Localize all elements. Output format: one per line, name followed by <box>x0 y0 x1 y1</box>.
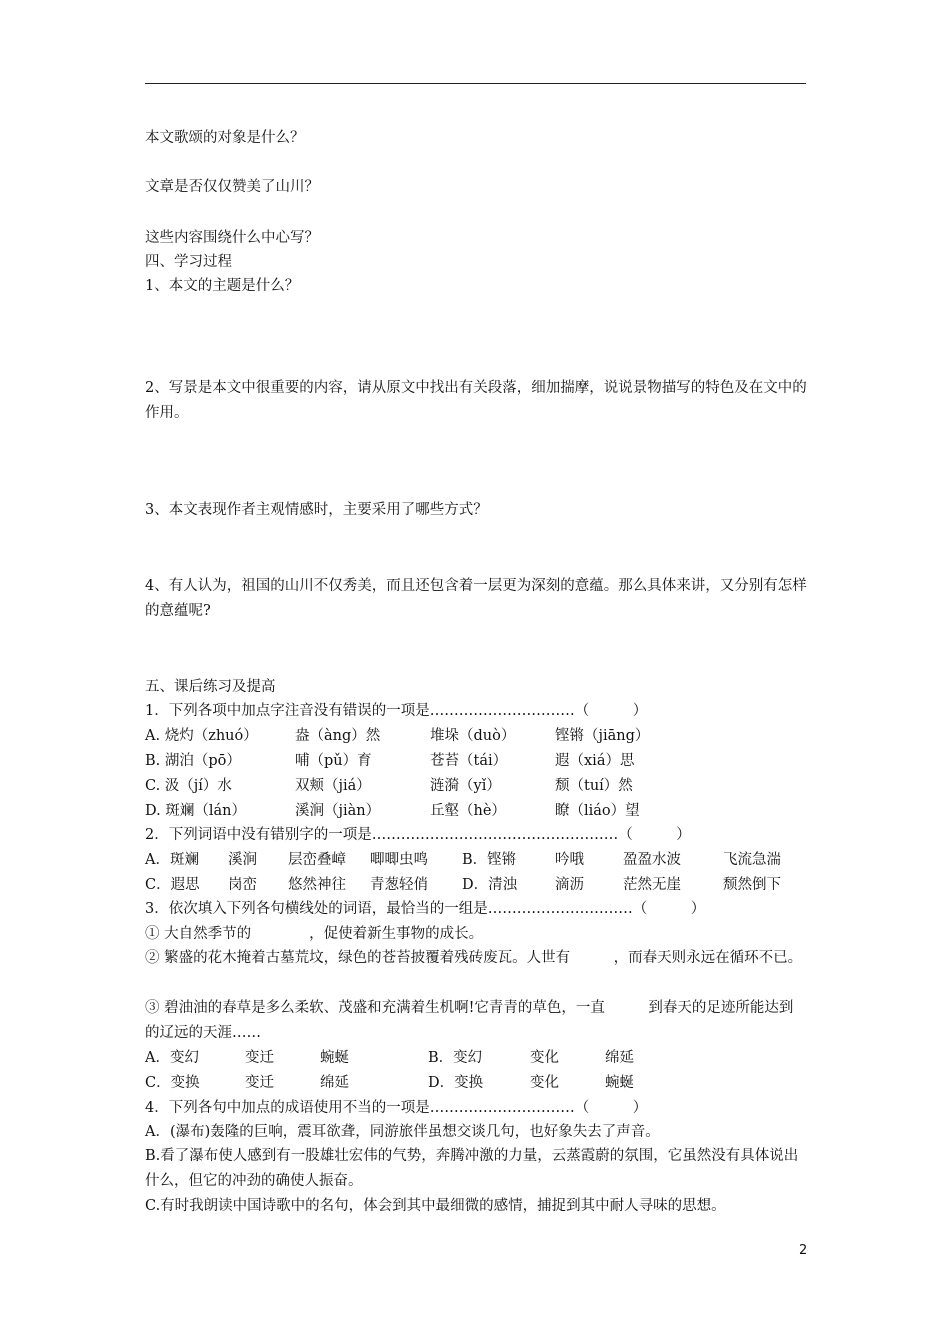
option-cell: 双颊（jiá） <box>295 778 371 794</box>
section4-title: 四、学习过程 <box>145 254 232 270</box>
option-cell: 变化 <box>530 1075 559 1091</box>
option-cell: 蜿蜒 <box>605 1075 634 1091</box>
option-cell: C. 汲（jí）水 <box>145 778 232 794</box>
section4-question-2: 2、写景是本文中很重要的内容，请从原文中找出有关段落，细加揣摩，说说景物描写的特色及在文中的作用。 <box>145 380 807 421</box>
option-cell: 青葱轻俏 <box>370 877 428 893</box>
exercise4-option-c: C.有时我朗读中国诗歌中的名句，体会到其中最细微的感情，捕捉到其中耐人寻味的思想。 <box>145 1198 726 1214</box>
exercise3-sentence-1: ① 大自然季节的 ，促使着新生事物的成长。 <box>145 926 484 942</box>
option-cell: B. 湖泊（pō） <box>145 753 241 769</box>
option-cell: 变迁 <box>245 1075 274 1091</box>
option-cell: D．清浊 <box>462 877 518 893</box>
option-cell: 哺（pǔ）育 <box>295 753 372 769</box>
option-cell: 颓（tuí）然 <box>555 778 633 794</box>
option-cell: 溪涧 <box>228 852 257 868</box>
section4-question-3: 3、本文表现作者主观情感时，主要采用了哪些方式？ <box>145 502 488 518</box>
option-cell: D. 斑斓（lán） <box>145 803 246 819</box>
exercise3-stem: 3．依次填入下列各句横线处的词语，最恰当的一组是…………………………（ ） <box>145 901 706 917</box>
option-cell: B．变幻 <box>428 1050 483 1066</box>
option-cell: B．铿锵 <box>462 852 517 868</box>
option-cell: 岗峦 <box>228 877 257 893</box>
exercise1-stem: 1．下列各项中加点字注音没有错误的一项是…………………………（ ） <box>145 703 648 719</box>
option-cell: 瞭（liáo）望 <box>555 803 640 819</box>
intro-question-1: 本文歌颂的对象是什么？ <box>145 130 305 146</box>
option-cell: C．遐思 <box>145 877 200 893</box>
option-cell: 滴沥 <box>555 877 584 893</box>
option-cell: 悠然神往 <box>288 877 346 893</box>
option-cell: 层峦叠嶂 <box>288 852 346 868</box>
option-cell: D．变换 <box>428 1075 484 1091</box>
option-cell: 铿锵（jiāng） <box>555 728 650 744</box>
option-cell: 丘壑（hè） <box>430 803 506 819</box>
exercise3-sentence-3: ③ 碧油油的春草是多么柔软、茂盛和充满着生机啊!它青青的草色，一直 到春天的足迹所能达到的辽远的天涯…… <box>145 1000 794 1041</box>
exercise4-stem: 4．下列各句中加点的成语使用不当的一项是…………………………（ ） <box>145 1100 648 1116</box>
exercise2-stem: 2．下列词语中没有错别字的一项是……………………………………………（ ） <box>145 827 691 843</box>
option-cell: A. 烧灼（zhuó） <box>145 728 258 744</box>
option-cell: 遐（xiá）思 <box>555 753 635 769</box>
option-cell: 变化 <box>530 1050 559 1066</box>
exercise4-option-b: B.看了瀑布使人感到有一股雄壮宏伟的气势，奔腾冲激的力量，云蒸霞蔚的氛围，它虽然没有具体说出什么，但它的冲劲的确使人振奋。 <box>145 1148 799 1189</box>
option-cell: 茫然无崖 <box>623 877 681 893</box>
option-cell: 涟漪（yǐ） <box>430 778 501 794</box>
option-cell: 绵延 <box>605 1050 634 1066</box>
section4-question-4: 4、有人认为，祖国的山川不仅秀美，而且还包含着一层更为深刻的意蕴。那么具体来讲，又分别有怎样的意蕴呢? <box>145 578 807 619</box>
option-cell: 唧唧虫鸣 <box>370 852 428 868</box>
option-cell: 变迁 <box>245 1050 274 1066</box>
option-cell: 苍苔（tái） <box>430 753 508 769</box>
exercise4-option-a: A．(瀑布)轰隆的巨响，震耳欲聋，同游旅伴虽想交谈几句，也好象失去了声音。 <box>145 1124 660 1140</box>
option-cell: C．变换 <box>145 1075 200 1091</box>
option-cell: A．斑斓 <box>145 852 199 868</box>
option-cell: A．变幻 <box>145 1050 199 1066</box>
intro-question-2: 文章是否仅仅赞美了山川？ <box>145 179 319 195</box>
option-cell: 盎（àng）然 <box>295 728 381 744</box>
exercise3-sentence-2: ② 繁盛的花木掩着古墓荒坟，绿色的苍苔披覆着残砖废瓦。人世有 ，而春天则永远在循环不已。 <box>145 950 803 966</box>
page-number: 2 <box>799 1243 808 1258</box>
section4-question-1: 1、本文的主题是什么？ <box>145 278 300 294</box>
option-cell: 绵延 <box>320 1075 349 1091</box>
intro-question-3: 这些内容围绕什么中心写？ <box>145 230 319 246</box>
option-cell: 飞流急湍 <box>723 852 781 868</box>
option-cell: 蜿蜒 <box>320 1050 349 1066</box>
option-cell: 颓然倒下 <box>723 877 781 893</box>
option-cell: 盈盈水波 <box>623 852 681 868</box>
option-cell: 堆垛（duò） <box>430 728 516 744</box>
header-rule <box>145 83 806 84</box>
option-cell: 吟哦 <box>555 852 584 868</box>
section5-title: 五、课后练习及提高 <box>145 679 276 695</box>
option-cell: 溪涧（jiàn） <box>295 803 381 819</box>
